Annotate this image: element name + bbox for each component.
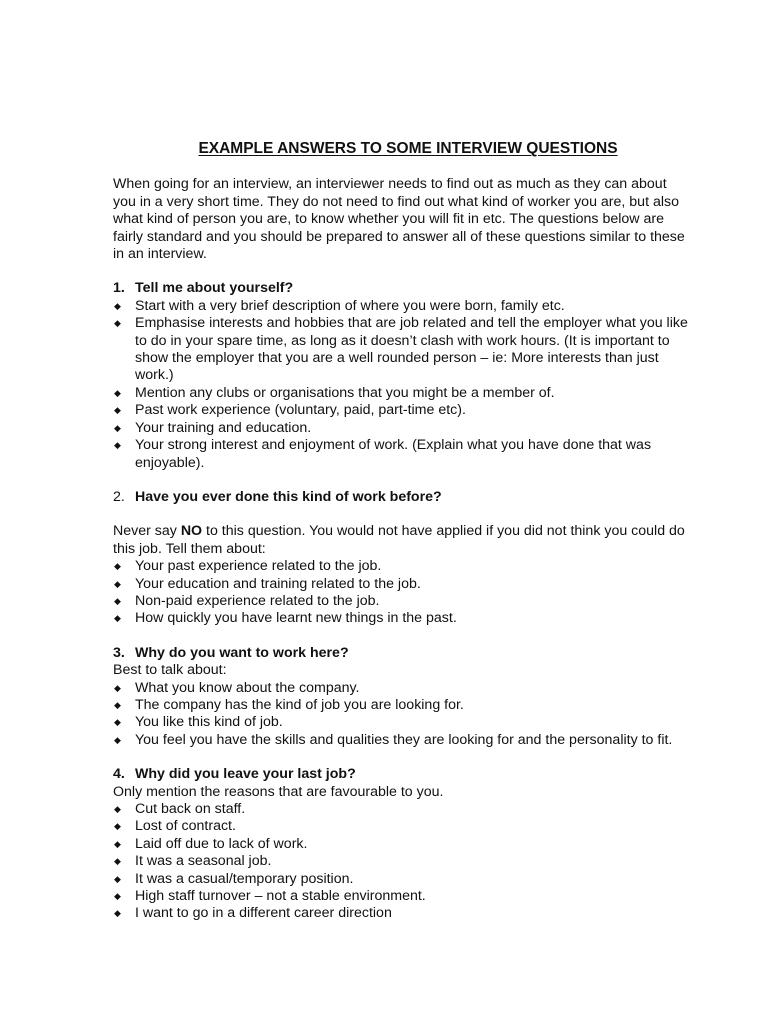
document-title: EXAMPLE ANSWERS TO SOME INTERVIEW QUESTIONS (198, 140, 618, 157)
question-2-intro: Never say NO to this question. You would not have applied if you did not think you could do this job. Tell them about: (113, 523, 685, 557)
question-4-heading (113, 766, 693, 783)
list-item: ◆ Your strong interest and enjoyment of work. (Explain what you have done that was enjoyable). (114, 437, 652, 471)
list-item: ◆ Your training and education. (114, 419, 312, 436)
diamond-bullet-icon: ◆ (114, 717, 121, 728)
diamond-bullet-icon: ◆ (114, 838, 121, 849)
diamond-bullet-icon: ◆ (114, 908, 121, 919)
list-item: ◆ High staff turnover – not a stable environment. (114, 888, 426, 905)
question-2-text: Have you ever done this kind of work before? (135, 488, 442, 505)
intro-paragraph: When going for an interview, an interviewer needs to find out as much as they can about you in a very short time. They do not need to find out what kind of worker you are, but also what kind of person you are, to know whether you will fit in etc. The questions below are fairly standard and you should be prepared to answer all of these questions similar to these in an interview. (113, 176, 685, 263)
diamond-bullet-icon: ◆ (114, 734, 121, 745)
question-3-intro: Best to talk about: (113, 662, 227, 679)
diamond-bullet-icon: ◆ (114, 699, 121, 710)
question-3-text: Why do you want to work here? (135, 644, 349, 661)
question-4-list (113, 801, 693, 923)
question-2-list (113, 558, 693, 628)
question-3-section (113, 645, 693, 749)
question-2-number: 2. (113, 488, 125, 505)
list-item: ◆ Cut back on staff. (114, 801, 246, 817)
list-item: ◆ Past work experience (voluntary, paid, part-time etc). (114, 402, 466, 419)
diamond-bullet-icon: ◆ (114, 873, 121, 884)
list-item: ◆ Your past experience related to the job. (114, 558, 382, 575)
diamond-bullet-icon: ◆ (114, 387, 121, 398)
list-item: ◆ Laid off due to lack of work. (114, 835, 308, 852)
question-4-intro: Only mention the reasons that are favourable to you. (113, 783, 444, 800)
diamond-bullet-icon: ◆ (114, 682, 121, 693)
list-item: ◆ I want to go in a different career direction (114, 905, 392, 922)
diamond-bullet-icon: ◆ (114, 405, 121, 416)
diamond-bullet-icon: ◆ (114, 440, 121, 451)
diamond-bullet-icon: ◆ (114, 300, 121, 311)
list-item: ◆ You feel you have the skills and qualities they are looking for and the personality to fit. (114, 731, 673, 748)
diamond-bullet-icon: ◆ (114, 318, 121, 329)
list-item: ◆ Your education and training related to the job. (114, 575, 421, 592)
diamond-bullet-icon: ◆ (114, 821, 121, 832)
diamond-bullet-icon: ◆ (114, 561, 121, 572)
list-item: ◆ How quickly you have learnt new things in the past. (114, 610, 457, 627)
diamond-bullet-icon: ◆ (114, 891, 121, 902)
diamond-bullet-icon: ◆ (114, 613, 121, 624)
list-item: ◆ Mention any clubs or organisations that you might be a member of. (114, 384, 555, 401)
list-item: ◆ Lost of contract. (114, 818, 236, 835)
question-3-list (113, 680, 693, 750)
emphasis-no: NO (180, 523, 203, 540)
question-4-section (113, 766, 693, 923)
question-1-heading (113, 280, 693, 297)
question-2-section (113, 489, 693, 628)
diamond-bullet-icon: ◆ (114, 595, 121, 606)
question-1-section (113, 280, 693, 471)
document-page (113, 140, 693, 923)
question-1-number: 1. (113, 280, 125, 297)
list-item: ◆ Emphasise interests and hobbies that are job related and tell the employer what you like to do in your spare time, as long as it doesn’t clash with work hours. (It is important to show the employer that you are a well rounded person – ie: More interests than just work.) (114, 315, 688, 384)
diamond-bullet-icon: ◆ (114, 578, 121, 589)
diamond-bullet-icon: ◆ (114, 422, 121, 433)
question-4-text: Why did you leave your last job? (135, 766, 356, 783)
question-1-list (113, 298, 693, 472)
question-3-heading (113, 645, 693, 662)
diamond-bullet-icon: ◆ (114, 804, 121, 814)
list-item: ◆ It was a seasonal job. (114, 853, 272, 870)
question-1-text: Tell me about yourself? (135, 280, 294, 297)
list-item: ◆ Start with a very brief description of where you were born, family etc. (114, 297, 565, 314)
list-item: ◆ The company has the kind of job you are looking for. (114, 696, 464, 713)
list-item: ◆ What you know about the company. (114, 679, 360, 696)
list-item: ◆ Non-paid experience related to the job. (114, 592, 380, 609)
diamond-bullet-icon: ◆ (114, 856, 121, 867)
question-2-heading (113, 489, 693, 506)
list-item: ◆ It was a casual/temporary position. (114, 870, 354, 887)
question-3-number: 3. (113, 644, 125, 661)
list-item: ◆ You like this kind of job. (114, 714, 283, 731)
question-4-number: 4. (113, 766, 125, 783)
